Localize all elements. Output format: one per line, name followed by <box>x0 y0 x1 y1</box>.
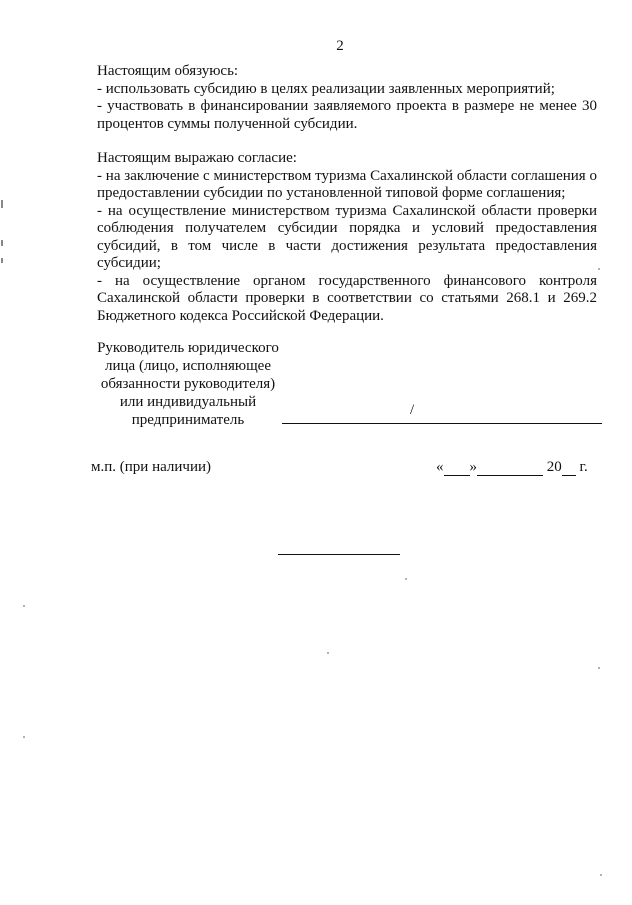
scan-dust <box>405 578 407 580</box>
date-day-blank[interactable] <box>444 461 470 476</box>
scan-edge-mark <box>1 240 3 246</box>
commitment-item: - участвовать в финансировании заявляемого проекта в размере не менее 30 процентов суммы полученной субсидии. <box>97 98 597 132</box>
scan-dust <box>23 736 25 738</box>
consent-item: - на осуществление министерством туризма Сахалинской области проверки соблюдения получателем субсидии порядка и условий предоставления субсидий, в том числе в части достижения результата предоставления субсидии; <box>97 202 597 271</box>
end-divider <box>278 554 400 555</box>
scan-edge-mark <box>1 258 3 263</box>
scan-dust <box>327 652 329 654</box>
date-field <box>436 459 588 476</box>
date-year-suffix: г. <box>579 459 588 475</box>
signature-line[interactable] <box>282 423 602 424</box>
consent-item: - на осуществление органом государственного финансового контроля Сахалинской области проверки в соответствии со статьями 268.1 и 269.2 Бюджетного кодекса Российской Федерации. <box>97 272 597 324</box>
signatory-line: Руководитель юридического <box>97 340 279 356</box>
consent-section <box>97 150 597 325</box>
date-year-prefix: 20 <box>546 459 562 475</box>
date-open-quote: « <box>436 459 444 475</box>
scan-dust <box>23 605 25 607</box>
signatory-line: предприниматель <box>131 412 245 428</box>
commitments-section <box>97 63 597 133</box>
page-number: 2 <box>336 38 344 54</box>
scan-dust <box>598 268 600 270</box>
signatory-line: лица (лицо, исполняющее <box>105 358 271 374</box>
scan-dust <box>598 667 600 669</box>
scan-edge-mark <box>1 200 3 208</box>
commitments-heading: Настоящим обязуюсь: <box>97 63 239 79</box>
consent-item: - на заключение с министерством туризма Сахалинской области соглашения о предоставлении субсидии по установленной типовой форме соглашения; <box>97 167 597 201</box>
date-month-blank[interactable] <box>477 461 543 476</box>
stamp-label: м.п. (при наличии) <box>91 459 211 475</box>
consent-heading: Настоящим выражаю согласие: <box>97 150 297 166</box>
signatory-line: или индивидуальный <box>119 394 257 410</box>
commitment-item: - использовать субсидию в целях реализации заявленных мероприятий; <box>97 80 555 97</box>
signatory-label <box>88 339 288 429</box>
signature-separator: / <box>410 402 415 418</box>
signatory-line: обязанности руководителя) <box>100 376 276 392</box>
date-close-quote: » <box>469 459 477 475</box>
date-year-blank[interactable] <box>562 461 576 476</box>
scan-dust <box>600 874 602 876</box>
